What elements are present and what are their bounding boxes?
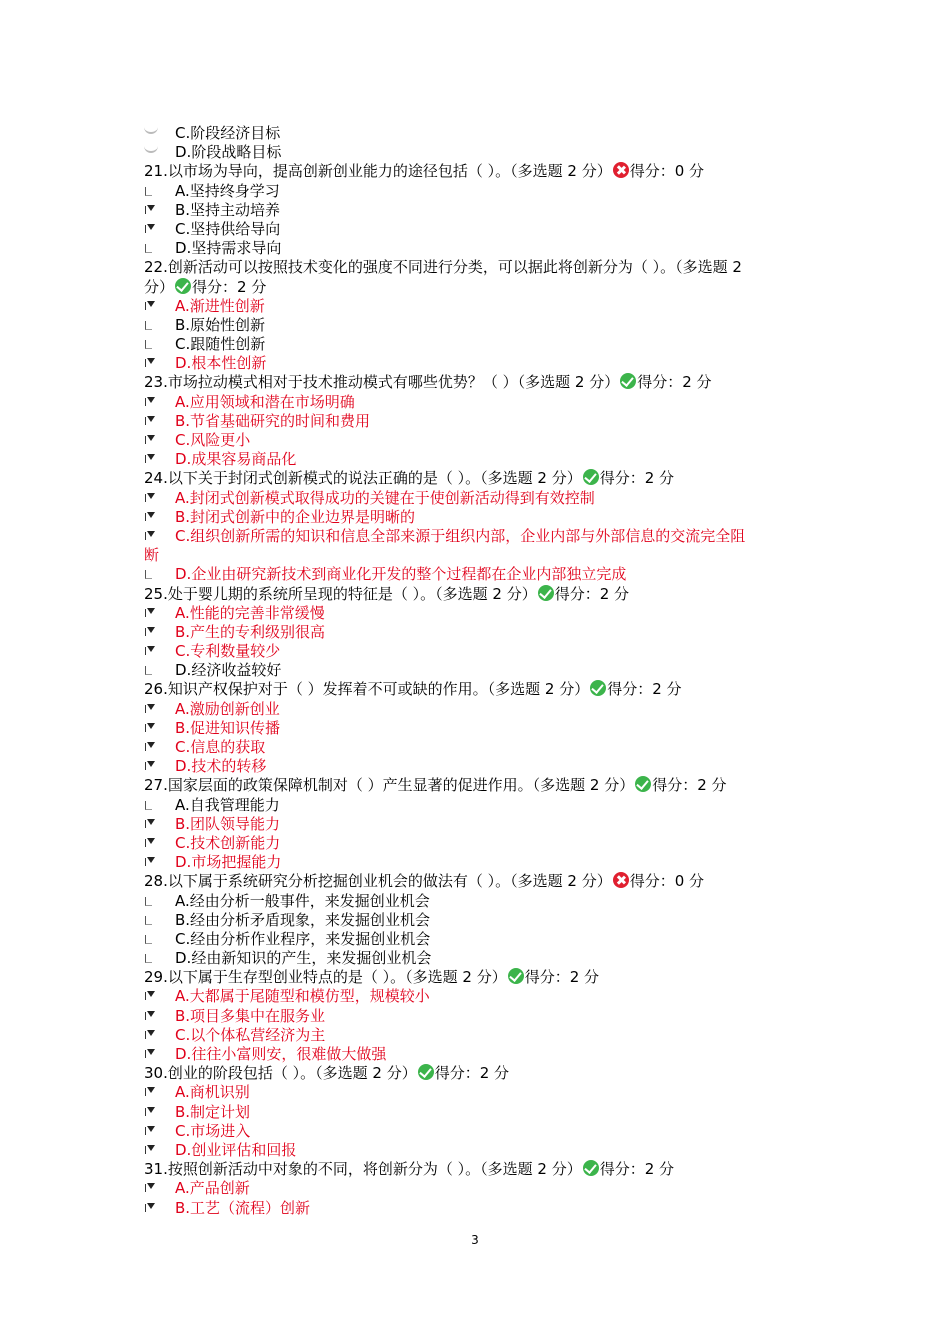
- answer-option[interactable]: [144, 489, 814, 508]
- checkbox-box-icon: [145, 666, 152, 675]
- question-stem-continued: [144, 278, 814, 297]
- checkbox[interactable]: [144, 1203, 158, 1214]
- option-text: D.根本性创新: [175, 354, 267, 373]
- checkbox-check-icon: [147, 1107, 155, 1113]
- checkbox[interactable]: [144, 1183, 158, 1194]
- checkbox-check-icon: [147, 1049, 155, 1055]
- question-stem: [144, 680, 814, 699]
- answer-option[interactable]: [144, 1007, 814, 1026]
- option-text: A.自我管理能力: [175, 795, 280, 814]
- question-stem: [144, 1064, 814, 1083]
- option-text: A.大都属于尾随型和模仿型，规模较小: [175, 987, 430, 1006]
- checkbox[interactable]: [144, 397, 158, 408]
- score-text: 得分：2 分: [554, 584, 630, 603]
- checkbox-check-icon: [147, 493, 155, 499]
- checkbox-box-icon: [145, 570, 152, 579]
- option-text: D.成果容易商品化: [175, 450, 297, 469]
- checkbox[interactable]: [144, 435, 158, 446]
- checkbox[interactable]: [144, 1030, 158, 1041]
- checkbox-check-icon: [147, 1145, 155, 1151]
- checkbox-check-icon: [147, 627, 155, 633]
- checkbox[interactable]: [144, 186, 158, 197]
- answer-option[interactable]: [144, 393, 814, 412]
- checkbox[interactable]: [144, 1049, 158, 1060]
- answer-option[interactable]: [144, 1026, 814, 1045]
- option-text-continued: 断: [144, 546, 160, 565]
- checkbox[interactable]: [144, 857, 158, 868]
- answer-option[interactable]: [144, 412, 814, 431]
- correct-check-icon: [508, 968, 524, 984]
- correct-check-icon: [620, 373, 636, 389]
- checkbox[interactable]: [144, 512, 158, 523]
- checkbox-check-icon: [147, 704, 155, 710]
- checkbox-check-icon: [147, 224, 155, 230]
- question-text-continued: 分）: [144, 277, 175, 296]
- checkbox-box-icon: [145, 916, 152, 925]
- option-text: B.制定计划: [175, 1102, 251, 1121]
- checkbox-check-icon: [147, 1087, 155, 1093]
- checkbox[interactable]: [144, 1011, 158, 1022]
- question-text: 24.以下关于封闭式创新模式的说法正确的是（ ）。（多选题 2 分）: [144, 469, 582, 488]
- option-text: D.阶段战略目标: [175, 143, 282, 162]
- answer-option[interactable]: [144, 450, 814, 469]
- answer-option[interactable]: [144, 1045, 814, 1064]
- question-text: 30.创业的阶段包括（ ）。（多选题 2 分）: [144, 1064, 417, 1083]
- question-list: [144, 124, 814, 1218]
- wrong-x-icon: [613, 162, 629, 178]
- option-text: C.技术创新能力: [175, 833, 281, 852]
- answer-option[interactable]: [144, 316, 814, 335]
- answer-option[interactable]: [144, 796, 814, 815]
- checkbox-check-icon: [147, 819, 155, 825]
- checkbox[interactable]: [144, 646, 158, 657]
- radio-button[interactable]: [144, 124, 158, 134]
- option-text: C.以个体私营经济为主: [175, 1025, 326, 1044]
- answer-option[interactable]: [144, 1141, 814, 1160]
- checkbox[interactable]: [144, 1107, 158, 1118]
- option-text: A.坚持终身学习: [175, 181, 280, 200]
- checkbox-check-icon: [147, 301, 155, 307]
- checkbox[interactable]: [144, 819, 158, 830]
- answer-option[interactable]: [144, 201, 814, 220]
- checkbox[interactable]: [144, 627, 158, 638]
- answer-option[interactable]: [144, 853, 814, 872]
- checkbox-check-icon: [147, 1126, 155, 1132]
- answer-option[interactable]: [144, 987, 814, 1006]
- question-stem: [144, 1160, 814, 1179]
- checkbox[interactable]: [144, 569, 158, 580]
- checkbox-check-icon: [147, 608, 155, 614]
- checkbox-box-icon: [145, 340, 152, 349]
- question-text: 23.市场拉动模式相对于技术推动模式有哪些优势？（ ）（多选题 2 分）: [144, 373, 620, 392]
- checkbox[interactable]: [144, 243, 158, 254]
- option-text: A.应用领域和潜在市场明确: [175, 392, 355, 411]
- answer-option[interactable]: [144, 527, 814, 546]
- answer-option[interactable]: [144, 354, 814, 373]
- option-text: B.产生的专利级别很高: [175, 622, 326, 641]
- checkbox-check-icon: [147, 205, 155, 211]
- question-stem: [144, 258, 814, 277]
- checkbox[interactable]: [144, 339, 158, 350]
- checkbox-box-icon: [145, 897, 152, 906]
- score-text: 得分：2 分: [637, 373, 712, 392]
- checkbox[interactable]: [144, 953, 158, 964]
- score-text: 得分：2 分: [192, 277, 267, 296]
- option-text: C.专利数量较少: [175, 642, 281, 661]
- answer-option[interactable]: [144, 1122, 814, 1141]
- option-text: C.市场进入: [175, 1121, 251, 1140]
- checkbox[interactable]: [144, 224, 158, 235]
- score-text: 得分：2 分: [607, 680, 682, 699]
- correct-check-icon: [175, 278, 191, 294]
- checkbox[interactable]: [144, 608, 158, 619]
- question-text: 29.以下属于生存型创业特点的是（ ）。（多选题 2 分）: [144, 968, 507, 987]
- checkbox-check-icon: [147, 761, 155, 767]
- score-text: 得分：2 分: [524, 968, 600, 987]
- checkbox-box-icon: [145, 935, 152, 944]
- answer-option[interactable]: [144, 949, 814, 968]
- answer-option[interactable]: [144, 335, 814, 354]
- question-text: 25.处于婴儿期的系统所呈现的特征是（ ）。（多选题 2 分）: [144, 584, 537, 603]
- option-text: A.渐进性创新: [175, 296, 265, 315]
- answer-option[interactable]: [144, 930, 814, 949]
- checkbox[interactable]: [144, 723, 158, 734]
- checkbox[interactable]: [144, 991, 158, 1002]
- correct-check-icon: [583, 469, 599, 485]
- answer-option[interactable]: [144, 604, 814, 623]
- checkbox-check-icon: [147, 454, 155, 460]
- option-text: C.风险更小: [175, 431, 251, 449]
- question-text: 22.创新活动可以按照技术变化的强度不同进行分类，可以据此将创新分为（ ）。（多选题 2: [144, 258, 742, 277]
- option-text: B.项目多集中在服务业: [175, 1006, 326, 1025]
- question-text: 26.知识产权保护对于（ ）发挥着不可或缺的作用。（多选题 2 分）: [144, 680, 590, 699]
- option-text: B.促进知识传播: [175, 718, 281, 737]
- checkbox-check-icon: [147, 358, 155, 364]
- correct-check-icon: [418, 1064, 434, 1080]
- question-text: 27.国家层面的政策保障机制对（ ）产生显著的促进作用。（多选题 2 分）: [144, 776, 635, 795]
- option-text: C.跟随性创新: [175, 335, 266, 354]
- checkbox[interactable]: [144, 838, 158, 849]
- checkbox-box-icon: [145, 187, 152, 196]
- question-stem: [144, 776, 814, 795]
- answer-option[interactable]: [144, 431, 814, 450]
- checkbox[interactable]: [144, 1087, 158, 1098]
- checkbox[interactable]: [144, 896, 158, 907]
- checkbox-check-icon: [147, 1011, 155, 1017]
- option-text: D.经济收益较好: [175, 661, 282, 680]
- option-text: D.技术的转移: [175, 757, 267, 776]
- checkbox[interactable]: [144, 1126, 158, 1137]
- option-text: D.市场把握能力: [175, 853, 282, 872]
- answer-option[interactable]: [144, 757, 814, 776]
- option-text: A.封闭式创新模式取得成功的关键在于使创新活动得到有效控制: [175, 488, 595, 507]
- correct-check-icon: [583, 1160, 599, 1176]
- answer-option[interactable]: [144, 661, 814, 680]
- correct-check-icon: [538, 585, 554, 601]
- option-text: A.产品创新: [175, 1179, 250, 1198]
- checkbox-box-icon: [145, 244, 152, 253]
- checkbox-box-icon: [145, 954, 152, 963]
- question-stem: [144, 469, 814, 488]
- option-text: A.激励创新创业: [175, 699, 280, 718]
- answer-option[interactable]: [144, 911, 814, 930]
- checkbox-box-icon: [145, 801, 152, 810]
- checkbox[interactable]: [144, 915, 158, 926]
- correct-check-icon: [590, 680, 606, 696]
- option-text: A.经由分析一般事件，来发掘创业机会: [175, 891, 430, 910]
- question-stem: [144, 373, 814, 392]
- checkbox[interactable]: [144, 454, 158, 465]
- question-text: 31.按照创新活动中对象的不同，将创新分为（ ）。（多选题 2 分）: [144, 1160, 582, 1179]
- checkbox[interactable]: [144, 761, 158, 772]
- checkbox[interactable]: [144, 934, 158, 945]
- checkbox[interactable]: [144, 1145, 158, 1156]
- answer-option[interactable]: [144, 143, 814, 162]
- option-text: A.性能的完善非常缓慢: [175, 603, 325, 622]
- checkbox-check-icon: [147, 723, 155, 729]
- checkbox-check-icon: [147, 1203, 155, 1209]
- checkbox-check-icon: [147, 397, 155, 403]
- checkbox[interactable]: [144, 531, 158, 542]
- score-text: 得分：0 分: [629, 872, 705, 891]
- answer-option[interactable]: [144, 834, 814, 853]
- checkbox-check-icon: [147, 742, 155, 748]
- checkbox[interactable]: [144, 358, 158, 369]
- checkbox[interactable]: [144, 493, 158, 504]
- checkbox-check-icon: [147, 512, 155, 518]
- checkbox-check-icon: [147, 1030, 155, 1036]
- checkbox[interactable]: [144, 416, 158, 427]
- option-text: B.节省基础研究的时间和费用: [175, 411, 371, 430]
- option-text: C.阶段经济目标: [175, 124, 281, 142]
- option-text: B.坚持主动培养: [175, 200, 281, 219]
- answer-option[interactable]: [144, 815, 814, 834]
- checkbox-check-icon: [147, 1183, 155, 1189]
- wrong-x-icon: [613, 872, 629, 888]
- answer-option[interactable]: [144, 1199, 814, 1218]
- radio-button[interactable]: [144, 143, 158, 153]
- answer-option[interactable]: [144, 1103, 814, 1122]
- page-number: 3: [471, 1233, 479, 1247]
- answer-option[interactable]: [144, 892, 814, 911]
- answer-option[interactable]: [144, 220, 814, 239]
- checkbox[interactable]: [144, 320, 158, 331]
- answer-option[interactable]: [144, 508, 814, 527]
- option-text: C.经由分析作业程序，来发掘创业机会: [175, 929, 431, 948]
- question-stem: [144, 162, 814, 181]
- option-text: D.往往小富则安，很难做大做强: [175, 1045, 387, 1063]
- checkbox-check-icon: [147, 531, 155, 537]
- answer-option[interactable]: [144, 297, 814, 316]
- question-stem: [144, 968, 814, 987]
- option-text: D.坚持需求导向: [175, 239, 282, 258]
- question-text: 21.以市场为导向，提高创新创业能力的途径包括（ ）。（多选题 2 分）: [144, 162, 612, 181]
- score-text: 得分：2 分: [599, 1160, 675, 1179]
- checkbox-check-icon: [147, 646, 155, 652]
- option-text: D.经由新知识的产生，来发掘创业机会: [175, 949, 432, 968]
- answer-option[interactable]: [144, 738, 814, 757]
- checkbox-check-icon: [147, 838, 155, 844]
- option-text: D.创业评估和回报: [175, 1140, 297, 1159]
- checkbox[interactable]: [144, 800, 158, 811]
- checkbox-check-icon: [147, 991, 155, 997]
- option-text: C.坚持供给导向: [175, 219, 281, 238]
- option-text: B.原始性创新: [175, 315, 266, 334]
- checkbox-check-icon: [147, 416, 155, 422]
- question-stem: [144, 872, 814, 891]
- correct-check-icon: [635, 776, 651, 792]
- answer-option[interactable]: [144, 700, 814, 719]
- answer-option[interactable]: [144, 239, 814, 258]
- checkbox[interactable]: [144, 704, 158, 715]
- question-text: 28.以下属于系统研究分析挖掘创业机会的做法有（ ）。（多选题 2 分）: [144, 872, 612, 891]
- option-text: B.工艺（流程）创新: [175, 1198, 311, 1217]
- checkbox[interactable]: [144, 742, 158, 753]
- option-text: B.团队领导能力: [175, 814, 281, 833]
- answer-option[interactable]: [144, 719, 814, 738]
- option-text: B.经由分析矛盾现象，来发掘创业机会: [175, 910, 431, 929]
- option-text: D.企业由研究新技术到商业化开发的整个过程都在企业内部独立完成: [175, 565, 627, 584]
- checkbox[interactable]: [144, 301, 158, 312]
- answer-option[interactable]: [144, 124, 814, 143]
- score-text: 得分：2 分: [599, 469, 675, 488]
- checkbox[interactable]: [144, 665, 158, 676]
- score-text: 得分：0 分: [629, 162, 705, 181]
- question-stem: [144, 585, 814, 604]
- checkbox[interactable]: [144, 205, 158, 216]
- score-text: 得分：2 分: [652, 776, 727, 795]
- answer-option[interactable]: [144, 642, 814, 661]
- score-text: 得分：2 分: [434, 1064, 510, 1083]
- answer-option[interactable]: [144, 1083, 814, 1102]
- checkbox-check-icon: [147, 435, 155, 441]
- option-text: A.商机识别: [175, 1083, 250, 1102]
- option-text: C.组织创新所需的知识和信息全部来源于组织内部，企业内部与外部信息的交流完全阻: [175, 526, 746, 545]
- answer-option[interactable]: [144, 565, 814, 584]
- answer-option[interactable]: [144, 1179, 814, 1198]
- checkbox-check-icon: [147, 857, 155, 863]
- answer-option[interactable]: [144, 623, 814, 642]
- answer-option[interactable]: [144, 182, 814, 201]
- option-text: B.封闭式创新中的企业边界是明晰的: [175, 507, 416, 526]
- checkbox-box-icon: [145, 321, 152, 330]
- option-text: C.信息的获取: [175, 738, 266, 756]
